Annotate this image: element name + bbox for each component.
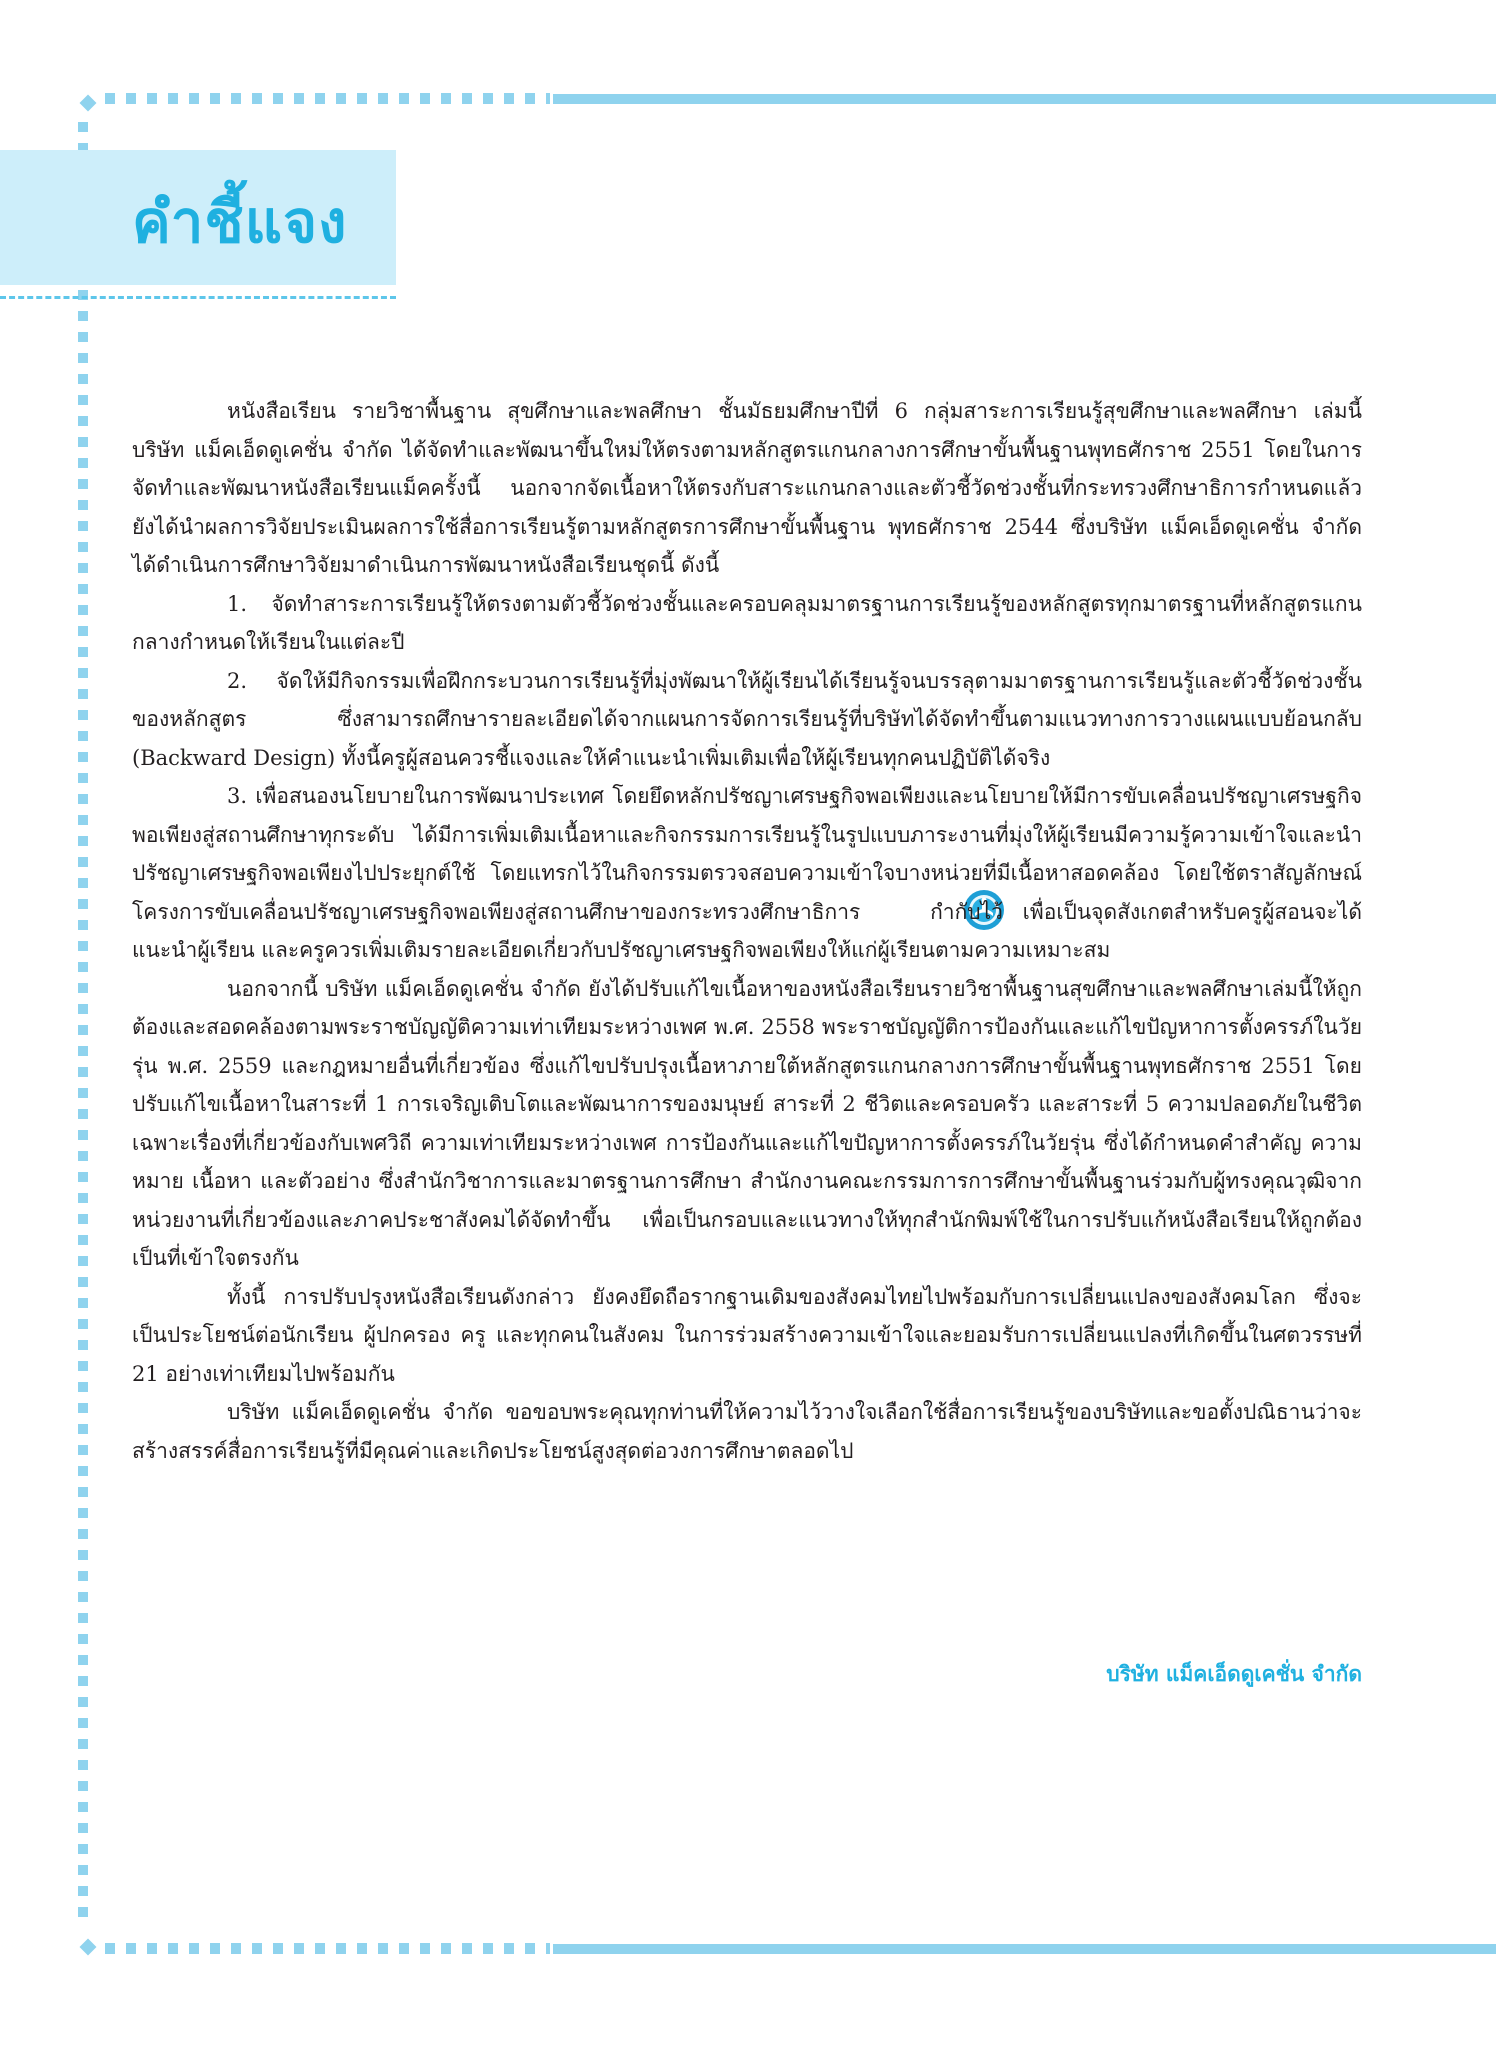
paragraph-item-1: 1. จัดทำสาระการเรียนรู้ให้ตรงตามตัวชี้วัดช่วงชั้นและครอบคลุมมาตรฐานการเรียนรู้ของหลักสูตรทุกมาตรฐานที่หลักสูตรแกนกลางกำหนดให้เรียนในแต่ละปี	[132, 591, 1362, 654]
frame-corner-bottom	[80, 1939, 97, 1956]
paragraph-item-3-text: 3. เพื่อสนองนโยบายในการพัฒนาประเทศ โดยยึดหลักปรัชญาเศรษฐกิจพอเพียงและนโยบายให้มีการขับเคลื่อนปรัชญาเศรษฐกิจพอเพียงสู่สถานศึกษาทุกระดับ ได้มีการเพิ่มเติมเนื้อหาและกิจกรรมการเรียนรู้ในรูปแบบภาระงานที่มุ่งให้ผู้เรียนมีความรู้ความเข้าใจและนำปรัชญาเศรษฐกิจพอเพียงไปประยุกต์ใช้ โดยแทรกไว้ในกิจกรรมตรวจสอบความเข้าใจบางหน่วยที่มีเนื้อหาสอดคล้อง โดยใช้ตราสัญลักษณ์โครงการขับเคลื่อนปรัชญาเศรษฐกิจพอเพียงสู่สถานศึกษาของกระทรวงศึกษาธิการ	[132, 784, 1362, 924]
page-title: คำชี้แจง	[132, 188, 348, 256]
paragraph-item-3-continued: กำกับไว้ เพื่อเป็นจุดสังเกตสำหรับครูผู้สอนจะได้แนะนำผู้เรียน และครูควรเพิ่มเติมรายละเอียดเกี่ยวกับปรัชญาเศรษฐกิจพอเพียงให้แก่ผู้เรียนตามความเหมาะสม	[132, 899, 1362, 962]
frame-top-line	[553, 94, 1496, 104]
frame-left-dots	[78, 122, 88, 1922]
paragraph-item-2: 2. จัดให้มีกิจกรรมเพื่อฝึกกระบวนการเรียนรู้ที่มุ่งพัฒนาให้ผู้เรียนได้เรียนรู้จนบรรลุตามมาตรฐานการเรียนรู้และตัวชี้วัดช่วงชั้นของหลักสูตร ซึ่งสามารถศึกษารายละเอียดได้จากแผนการจัดการเรียนรู้ที่บริษัทได้จัดทำขึ้นตามแนวทางการวางแผนแบบย้อนกลับ (Backward Design) ทั้งนี้ครูผู้สอนควรชี้แจงและให้คำแนะนำเพิ่มเติมเพื่อให้ผู้เรียนทุกคนปฏิบัติได้จริง	[132, 668, 1362, 770]
preface-body	[132, 392, 1362, 1470]
paragraph-thanks: บริษัท แม็คเอ็ดดูเคชั่น จำกัด ขอขอบพระคุณทุกท่านที่ให้ความไว้วางใจเลือกใช้สื่อการเรียนรู้ของบริษัทและขอตั้งปณิธานว่าจะสร้างสรรค์สื่อการเรียนรู้ที่มีคุณค่าและเกิดประโยชน์สูงสุดต่อวงการศึกษาตลอดไป	[132, 1400, 1362, 1463]
title-divider	[0, 296, 396, 299]
frame-top-dots	[105, 93, 550, 104]
frame-bottom-line	[553, 1944, 1496, 1954]
paragraph-revision: นอกจากนี้ บริษัท แม็คเอ็ดดูเคชั่น จำกัด ยังได้ปรับแก้ไขเนื้อหาของหนังสือเรียนรายวิชาพื้นฐานสุขศึกษาและพลศึกษาเล่มนี้ให้ถูกต้องและสอดคล้องตามพระราชบัญญัติความเท่าเทียมระหว่างเพศ พ.ศ. 2558 พระราชบัญญัติการป้องกันและแก้ไขปัญหาการตั้งครรภ์ในวัยรุ่น พ.ศ. 2559 และกฎหมายอื่นที่เกี่ยวข้อง ซึ่งแก้ไขปรับปรุงเนื้อหาภายใต้หลักสูตรแกนกลางการศึกษาขั้นพื้นฐานพุทธศักราช 2551 โดยปรับแก้ไขเนื้อหาในสาระที่ 1 การเจริญเติบโตและพัฒนาการของมนุษย์ สาระที่ 2 ชีวิตและครอบครัว และสาระที่ 5 ความปลอดภัยในชีวิต เฉพาะเรื่องที่เกี่ยวข้องกับเพศวิถี ความเท่าเทียมระหว่างเพศ การป้องกันและแก้ไขปัญหาการตั้งครรภ์ในวัยรุ่น ซึ่งได้กำหนดคำสำคัญ ความหมาย เนื้อหา และตัวอย่าง ซึ่งสำนักวิชาการและมาตรฐานการศึกษา สำนักงานคณะกรรมการการศึกษาขั้นพื้นฐานร่วมกับผู้ทรงคุณวุฒิจากหน่วยงานที่เกี่ยวข้องและภาคประชาสังคมได้จัดทำขึ้น เพื่อเป็นกรอบและแนวทางให้ทุกสำนักพิมพ์ใช้ในการปรับแก้หนังสือเรียนให้ถูกต้องเป็นที่เข้าใจตรงกัน	[132, 976, 1362, 1270]
publisher-signature: บริษัท แม็คเอ็ดดูเคชั่น จำกัด	[1106, 1662, 1362, 1686]
paragraph-foundation: ทั้งนี้ การปรับปรุงหนังสือเรียนดังกล่าว ยังคงยึดถือรากฐานเดิมของสังคมไทยไปพร้อมกับการเปลี่ยนแปลงของสังคมโลก ซึ่งจะเป็นประโยชน์ต่อนักเรียน ผู้ปกครอง ครู และทุกคนในสังคม ในการร่วมสร้างความเข้าใจและยอมรับการเปลี่ยนแปลงที่เกิดขึ้นในศตวรรษที่ 21 อย่างเท่าเทียมไปพร้อมกัน	[132, 1284, 1362, 1386]
frame-bottom-dots	[105, 1943, 550, 1954]
frame-corner-top	[80, 95, 97, 112]
paragraph-item-3	[132, 777, 1362, 970]
paragraph-intro: หนังสือเรียน รายวิชาพื้นฐาน สุขศึกษาและพลศึกษา ชั้นมัธยมศึกษาปีที่ 6 กลุ่มสาระการเรียนรู้สุขศึกษาและพลศึกษา เล่มนี้ บริษัท แม็คเอ็ดดูเคชั่น จำกัด ได้จัดทำและพัฒนาขึ้นใหม่ให้ตรงตามหลักสูตรแกนกลางการศึกษาขั้นพื้นฐานพุทธศักราช 2551 โดยในการจัดทำและพัฒนาหนังสือเรียนแม็คครั้งนี้ นอกจากจัดเนื้อหาให้ตรงกับสาระแกนกลางและตัวชี้วัดช่วงชั้นที่กระทรวงศึกษาธิการกำหนดแล้ว ยังได้นำผลการวิจัยประเมินผลการใช้สื่อการเรียนรู้ตามหลักสูตรการศึกษาขั้นพื้นฐาน พุทธศักราช 2544 ซึ่งบริษัท แม็คเอ็ดดูเคชั่น จำกัด ได้ดำเนินการศึกษาวิจัยมาดำเนินการพัฒนาหนังสือเรียนชุดนี้ ดังนี้	[132, 399, 1362, 577]
sufficiency-economy-emblem-icon	[868, 889, 910, 931]
